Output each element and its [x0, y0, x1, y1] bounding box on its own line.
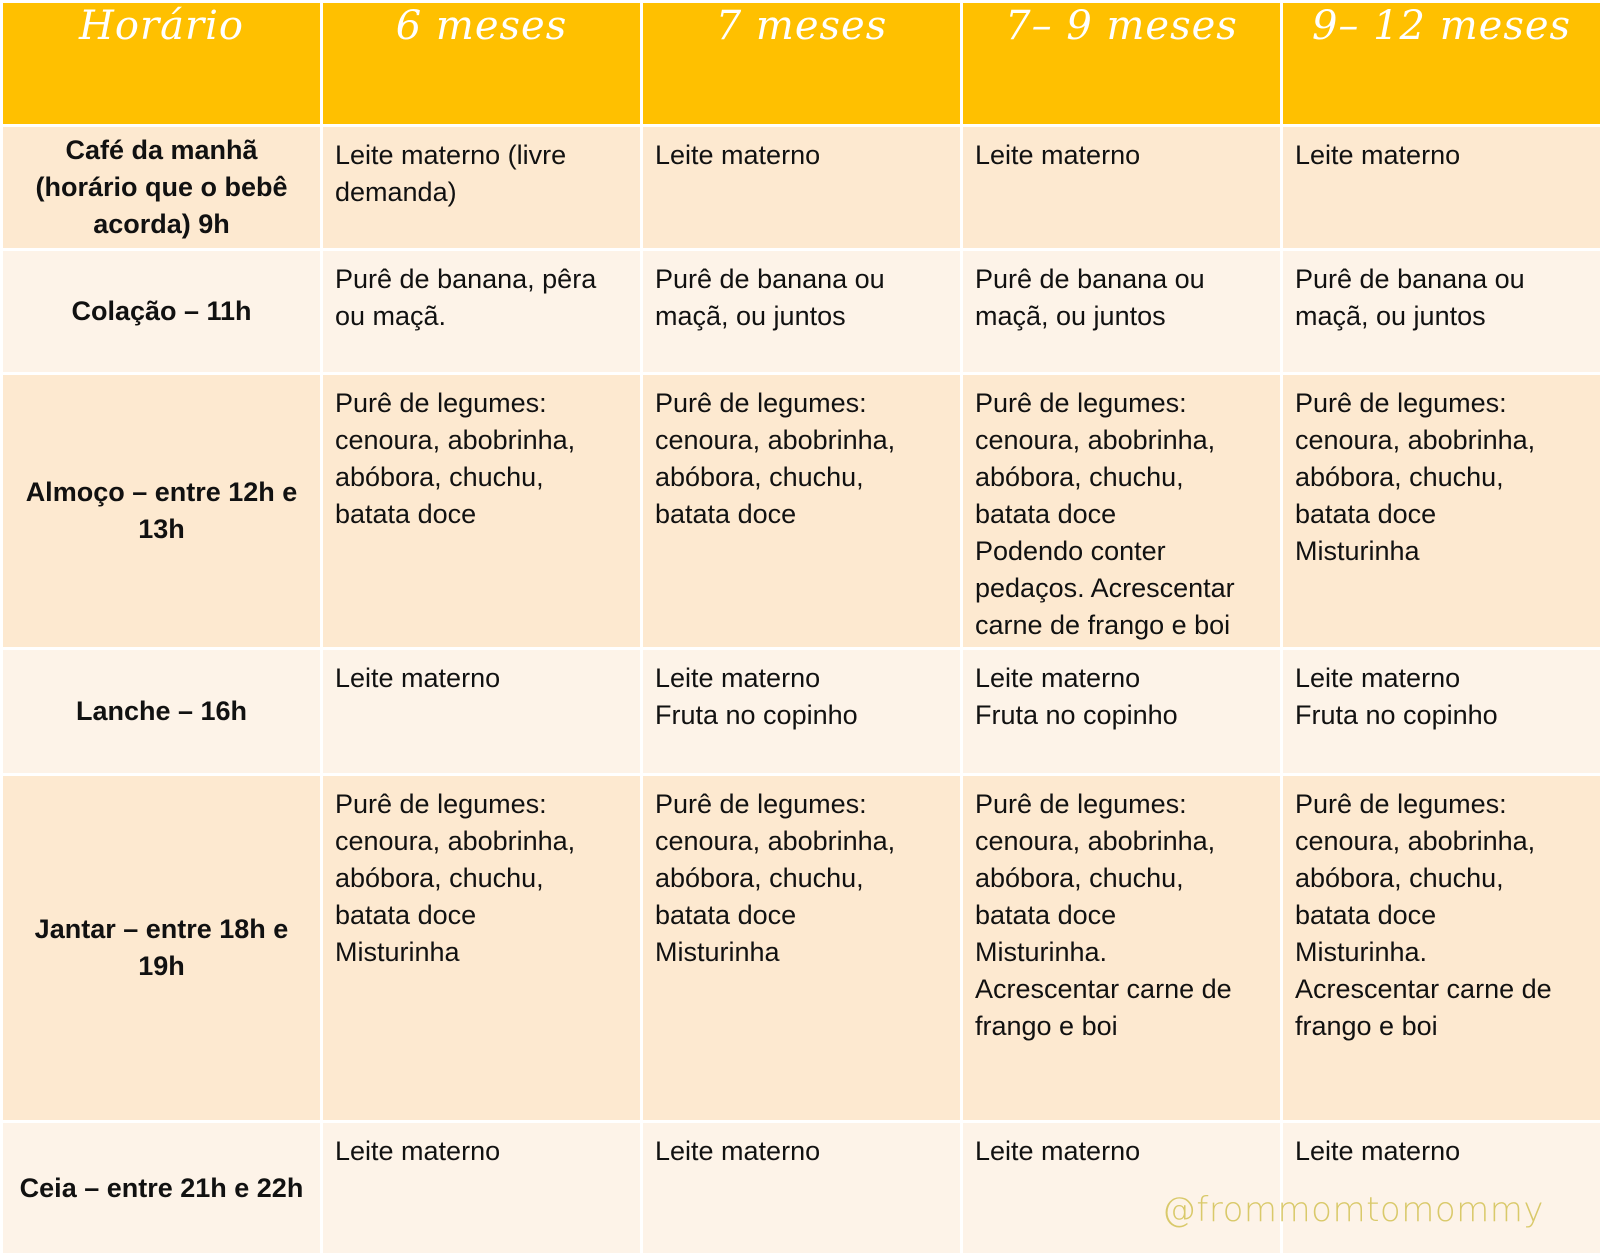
header-9-12-meses: 9– 12 meses	[1282, 2, 1600, 126]
cell-colacao-6: Purê de banana, pêra ou maçã.	[322, 250, 642, 374]
cell-cafe-6: Leite materno (livre demanda)	[322, 126, 642, 250]
cell-jantar-7: Purê de legumes: cenoura, abobrinha, abóbora, chuchu, batata doce Misturinha	[642, 775, 962, 1122]
table-row-cafe	[2, 126, 1600, 250]
table-row-ceia	[2, 1122, 1600, 1255]
table-body	[2, 126, 1600, 1255]
table-header	[2, 2, 1600, 126]
watermark-handle: @frommomtomommy	[1162, 1190, 1544, 1230]
header-row	[2, 2, 1600, 126]
cell-cafe-9-12: Leite materno	[1282, 126, 1600, 250]
cell-cafe-7: Leite materno	[642, 126, 962, 250]
header-7-9-meses: 7– 9 meses	[962, 2, 1282, 126]
cell-ceia-7-9: Leite materno	[962, 1122, 1282, 1255]
cell-jantar-6: Purê de legumes: cenoura, abobrinha, abóbora, chuchu, batata doce Misturinha	[322, 775, 642, 1122]
cell-lanche-9-12: Leite materno Fruta no copinho	[1282, 649, 1600, 775]
cell-lanche-7: Leite materno Fruta no copinho	[642, 649, 962, 775]
row-label-lanche: Lanche – 16h	[2, 649, 322, 775]
cell-almoco-6: Purê de legumes: cenoura, abobrinha, abóbora, chuchu, batata doce	[322, 374, 642, 649]
row-label-colacao: Colação – 11h	[2, 250, 322, 374]
cell-almoco-9-12: Purê de legumes: cenoura, abobrinha, abóbora, chuchu, batata doce Misturinha	[1282, 374, 1600, 649]
row-label-ceia: Ceia – entre 21h e 22h	[2, 1122, 322, 1255]
cell-lanche-7-9: Leite materno Fruta no copinho	[962, 649, 1282, 775]
row-label-cafe: Café da manhã (horário que o bebê acorda) 9h	[2, 126, 322, 250]
header-6-meses: 6 meses	[322, 2, 642, 126]
cell-cafe-7-9: Leite materno	[962, 126, 1282, 250]
cell-ceia-7: Leite materno	[642, 1122, 962, 1255]
cell-lanche-6: Leite materno	[322, 649, 642, 775]
table-row-almoco	[2, 374, 1600, 649]
header-7-meses: 7 meses	[642, 2, 962, 126]
table-row-lanche	[2, 649, 1600, 775]
cell-jantar-9-12: Purê de legumes: cenoura, abobrinha, abóbora, chuchu, batata doce Misturinha. Acrescentar carne de frango e boi	[1282, 775, 1600, 1122]
cell-almoco-7: Purê de legumes: cenoura, abobrinha, abóbora, chuchu, batata doce	[642, 374, 962, 649]
cell-ceia-6: Leite materno	[322, 1122, 642, 1255]
cell-ceia-9-12: Leite materno	[1282, 1122, 1600, 1255]
row-label-almoco: Almoço – entre 12h e 13h	[2, 374, 322, 649]
cell-jantar-7-9: Purê de legumes: cenoura, abobrinha, abóbora, chuchu, batata doce Misturinha. Acrescentar carne de frango e boi	[962, 775, 1282, 1122]
row-label-jantar: Jantar – entre 18h e 19h	[2, 775, 322, 1122]
cell-colacao-7: Purê de banana ou maçã, ou juntos	[642, 250, 962, 374]
cell-almoco-7-9: Purê de legumes: cenoura, abobrinha, abóbora, chuchu, batata doce Podendo conter pedaços. Acrescentar carne de frango e boi	[962, 374, 1282, 649]
cell-colacao-9-12: Purê de banana ou maçã, ou juntos	[1282, 250, 1600, 374]
table-row-jantar	[2, 775, 1600, 1122]
header-horario: Horário	[2, 2, 322, 126]
cell-colacao-7-9: Purê de banana ou maçã, ou juntos	[962, 250, 1282, 374]
table-row-colacao	[2, 250, 1600, 374]
